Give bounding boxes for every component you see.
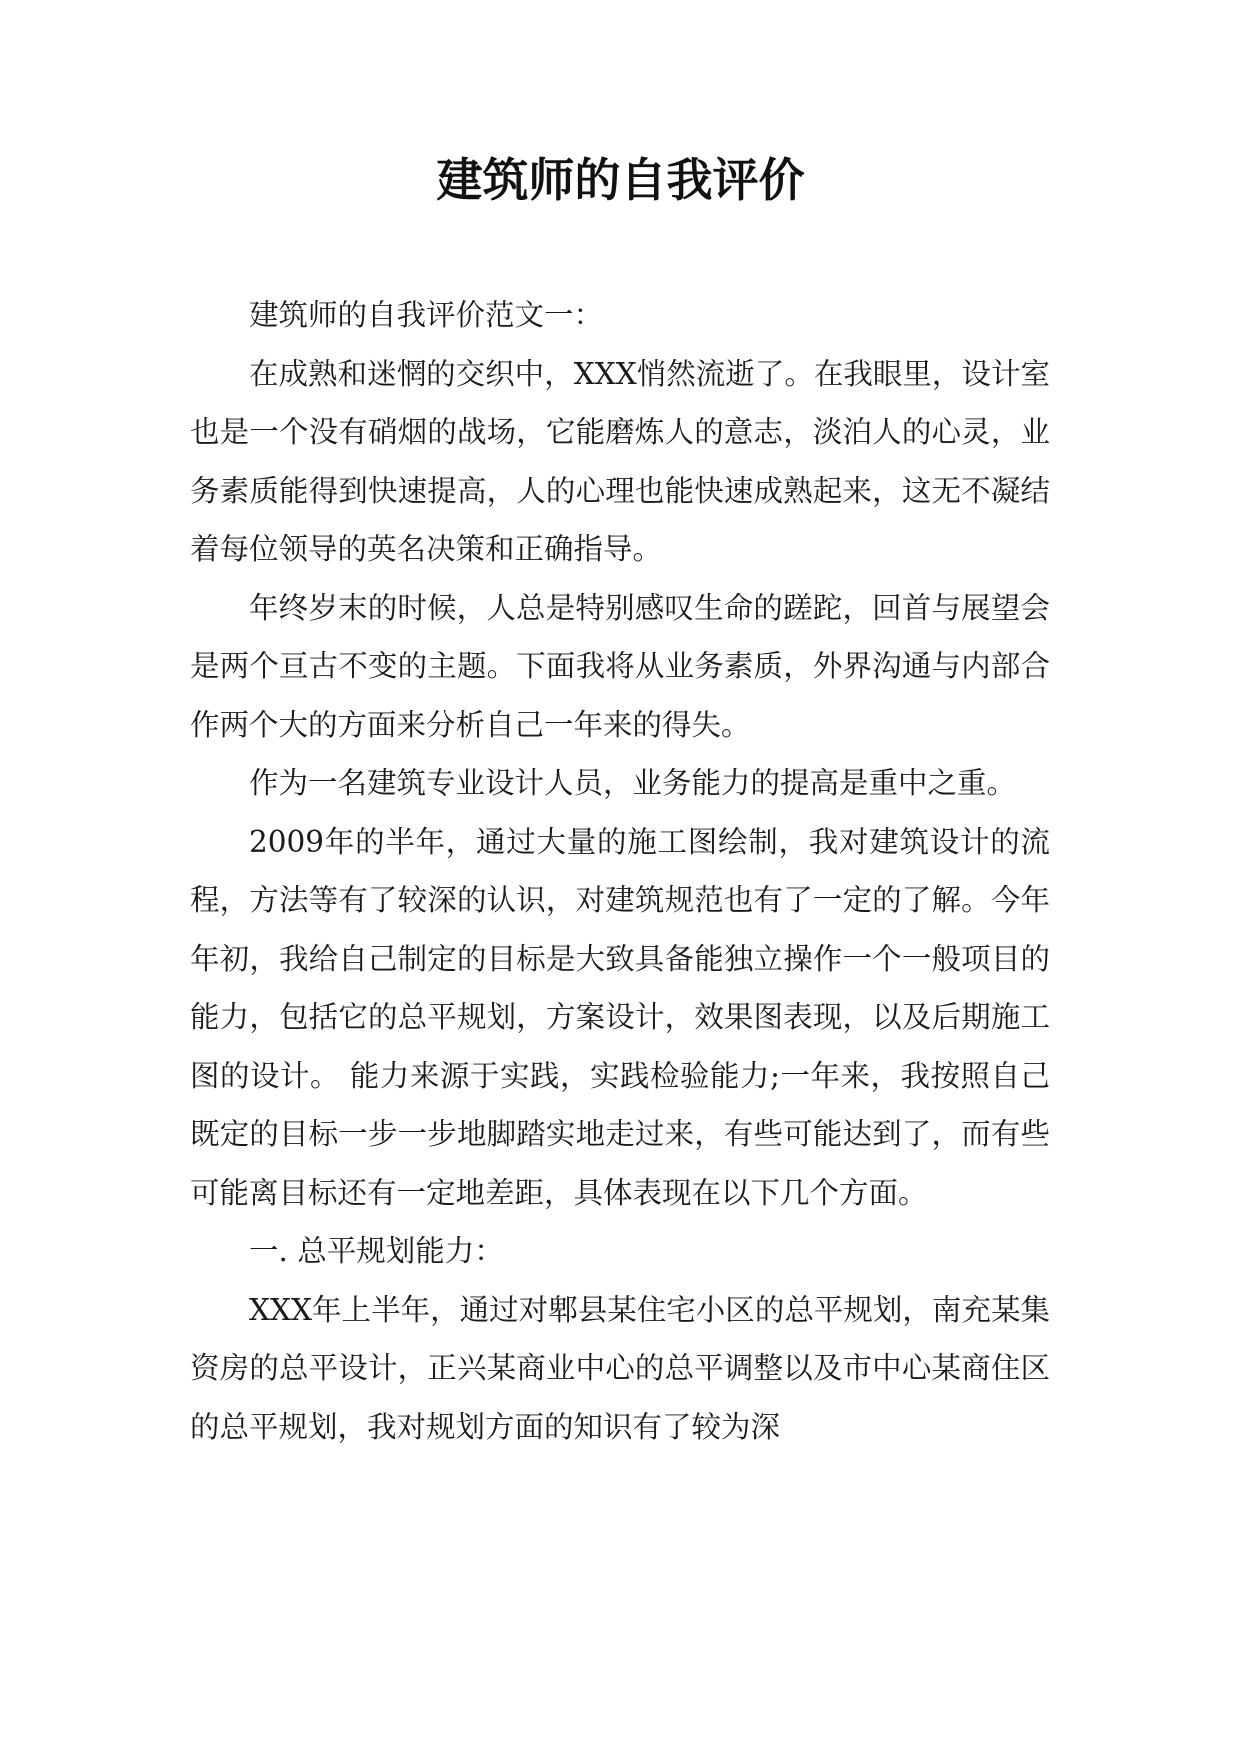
paragraph: 2009年的半年，通过大量的施工图绘制，我对建筑设计的流程，方法等有了较深的认识，对建筑规范也有了一定的了解。今年年初，我给自己制定的目标是大致具备能独立操作一个一般项目的能力，包括它的总平规划，方案设计，效果图表现，以及后期施工图的设计。 能力来源于实践，实践检验能力;一年来，我按照自己既定的目标一步一步地脚踏实地走过来，有些可能达到了，而有些可能离目标还有一定地差距，具体表现在以下几个方面。 — [190, 824, 1050, 1210]
paragraph: 作为一名建筑专业设计人员，业务能力的提高是重中之重。 — [249, 766, 1017, 800]
document-body — [190, 286, 1050, 1456]
section-heading: 一. 总平规划能力： — [249, 1234, 504, 1268]
paragraph: 在成熟和迷惘的交织中，XXX悄然流逝了。在我眼里，设计室也是一个没有硝烟的战场，它能磨炼人的意志，淡泊人的心灵，业务素质能得到快速提高，人的心理也能快速成熟起来，这无不凝结着每位领导的英名决策和正确指导。 — [190, 356, 1050, 566]
document-title: 建筑师的自我评价 — [436, 153, 805, 207]
paragraph: 年终岁末的时候，人总是特别感叹生命的蹉跎，回首与展望会是两个亘古不变的主题。下面我将从业务素质，外界沟通与内部合作两个大的方面来分析自己一年来的得失。 — [190, 590, 1050, 742]
paragraph: XXX年上半年，通过对郫县某住宅小区的总平规划，南充某集资房的总平设计，正兴某商业中心的总平调整以及市中心某商住区的总平规划，我对规划方面的知识有了较为深 — [190, 1292, 1050, 1444]
paragraph: 建筑师的自我评价范文一： — [249, 298, 604, 332]
